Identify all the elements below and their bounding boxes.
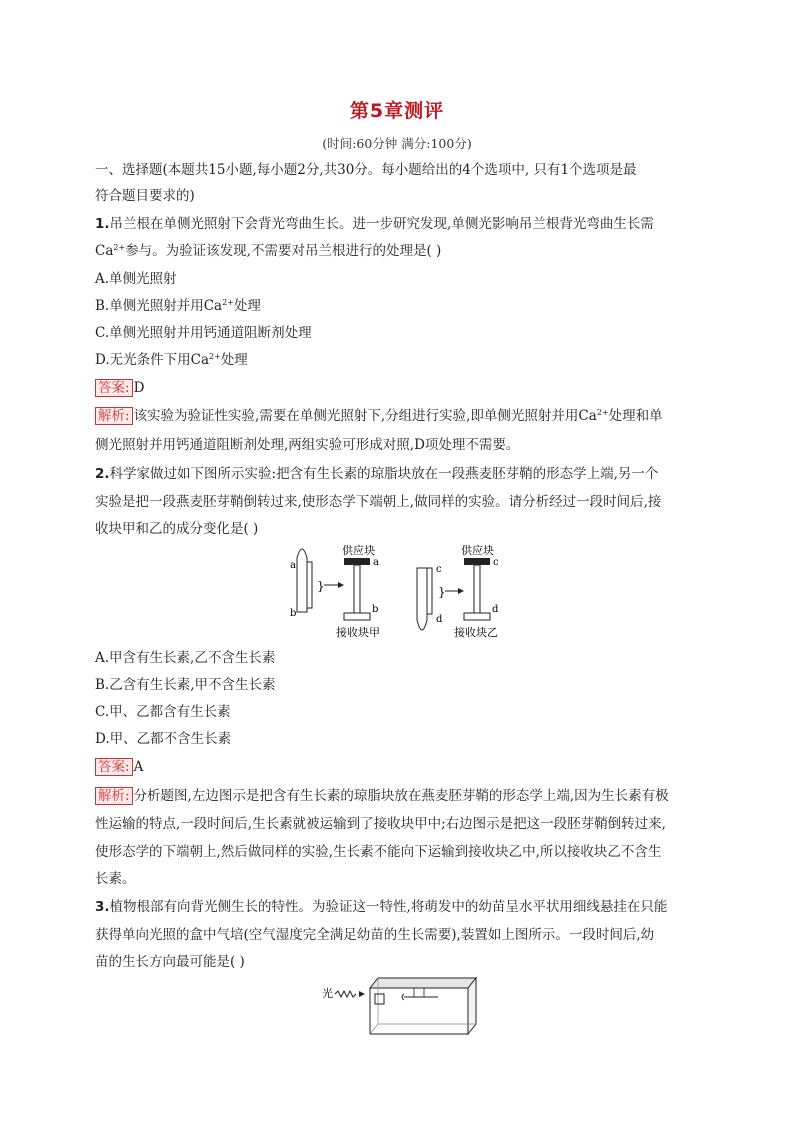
box-window <box>375 994 384 1004</box>
label-c: c <box>436 564 442 575</box>
label-d: d <box>436 614 443 625</box>
text: 处理 <box>220 352 248 368</box>
light-label: 光 <box>322 987 333 1000</box>
question-1-line-1 <box>95 215 654 233</box>
page-title: 第5章测评 <box>349 100 445 122</box>
label-a: a <box>290 560 296 571</box>
q1-option-b <box>95 297 261 315</box>
label-d: d <box>492 604 499 615</box>
q2-option-d: D.甲、乙都不含生长素 <box>95 731 232 747</box>
light-arrow-head <box>359 991 365 997</box>
text: 处理 <box>233 298 261 314</box>
coleoptile-experiment-figure <box>280 540 520 645</box>
question-text: 植物根部有向背光侧生长的特性。为验证这一特性,将萌发中的幼苗呈水平状用细线悬挂在只能 <box>109 899 668 915</box>
section-heading-line-1: 一、选择题(本题共15小题,每小题2分,共30分。每小题给出的4个选项中, 只有1个选项是最 <box>95 162 637 178</box>
box-front <box>370 988 468 1034</box>
question-number: 2. <box>95 466 110 482</box>
text: 该实验为验证性实验,需要在单侧光照射下,分组进行实验,即单侧光照射并用Ca <box>133 408 597 424</box>
q1-option-d <box>95 351 248 369</box>
receiver-block <box>464 613 490 620</box>
answer-tag: 答案: <box>95 758 133 776</box>
label-c: c <box>493 557 499 568</box>
receiver-a-label: 接收块甲 <box>336 626 380 639</box>
question-text: 科学家做过如下图所示实验:把含有生长素的琼脂块放在一段燕麦胚芽鞘的形态学上端,另一个 <box>109 466 659 482</box>
supply-block <box>464 558 490 565</box>
question-2-line-2: 实验是把一段燕麦胚芽鞘倒转过来,使形态学下端朝上,做同样的实验。请分析经过一段时间后,接 <box>95 494 662 510</box>
segment <box>354 565 360 613</box>
arrow-head <box>338 582 344 588</box>
q1-option-c: C.单侧光照射并用钙通道阻断剂处理 <box>95 325 312 341</box>
coleoptile-left <box>297 549 307 612</box>
superscript: 2+ <box>209 352 221 361</box>
q2-analysis-line-2: 性运输的特点,一段时间后,生长素就被运输到了接收块甲中;右边图示是把这一段胚芽鞘倒转过来, <box>95 816 666 832</box>
label-a: a <box>373 557 379 568</box>
bracket-symbol: } <box>317 579 325 593</box>
receiver-block <box>344 613 370 620</box>
arrow-head <box>458 588 464 594</box>
question-number: 1. <box>95 216 110 232</box>
text: B.单侧光照射并用Ca <box>95 298 223 314</box>
supply-block <box>344 558 370 565</box>
answer-value: D <box>133 380 145 396</box>
light-box-figure <box>318 972 478 1038</box>
q2-option-c: C.甲、乙都含有生长素 <box>95 704 231 720</box>
text: 分析题图,左边图示是把含有生长素的琼脂块放在燕麦胚芽鞘的形态学上端,因为生长素有极 <box>133 788 669 804</box>
superscript: 2+ <box>113 243 126 252</box>
analysis-tag: 解析: <box>95 787 133 805</box>
inner-edge <box>370 1024 378 1034</box>
q2-answer <box>95 758 143 776</box>
q2-option-a: A.甲含有生长素,乙不含生长素 <box>95 650 276 666</box>
question-number: 3. <box>95 899 110 915</box>
superscript: 2+ <box>596 408 609 417</box>
question-3-line-1 <box>95 898 667 916</box>
section-heading-line-2: 符合题目要求的) <box>95 188 195 204</box>
coleoptile-right <box>417 568 427 630</box>
q2-analysis-line-3: 使形态学的下端朝上,然后做同样的实验,生长素不能向下运输到接收块乙中,所以接收块乙不含生 <box>95 844 662 860</box>
question-2-line-3: 收块甲和乙的成分变化是( ) <box>95 521 259 537</box>
box-side <box>468 978 476 1034</box>
answer-tag: 答案: <box>95 379 133 397</box>
analysis-tag: 解析: <box>95 407 133 425</box>
light-wave-icon <box>335 991 356 997</box>
q2-option-b: B.乙含有生长素,甲不含生长素 <box>95 677 276 693</box>
supply-block-label: 供应块 <box>461 544 494 557</box>
text: 参与。为验证该发现,不需要对吊兰根进行的处理是( ) <box>125 243 442 259</box>
bracket-symbol: } <box>438 585 446 599</box>
segment <box>474 565 480 613</box>
text: Ca <box>95 243 114 259</box>
segment-left <box>307 562 312 608</box>
q1-analysis-line-1 <box>95 407 663 425</box>
question-1-line-2 <box>95 242 441 260</box>
superscript: 2+ <box>222 298 234 307</box>
q2-analysis-line-4: 长素。 <box>95 871 136 887</box>
q1-analysis-line-2: 侧光照射并用钙通道阻断剂处理,两组实验可形成对照,D项处理不需要。 <box>95 437 520 453</box>
question-text: 吊兰根在单侧光照射下会背光弯曲生长。进一步研究发现,单侧光影响吊兰根背光弯曲生长需 <box>109 216 654 232</box>
text: D.无光条件下用Ca <box>95 352 210 368</box>
label-b: b <box>372 604 379 615</box>
question-2-line-1 <box>95 465 658 483</box>
box-top <box>370 978 476 988</box>
exam-info: (时间:60分钟 满分:100分) <box>322 136 472 151</box>
receiver-b-label: 接收块乙 <box>454 626 498 639</box>
seedling-tip <box>402 994 404 1000</box>
text: 处理和单 <box>608 408 663 424</box>
q1-option-a: A.单侧光照射 <box>95 271 177 287</box>
answer-value: A <box>133 759 144 775</box>
label-b: b <box>290 608 297 619</box>
question-3-line-3: 苗的生长方向最可能是( ) <box>95 954 245 970</box>
supply-block-label: 供应块 <box>342 544 375 557</box>
question-3-line-2: 获得单向光照的盒中气培(空气湿度完全满足幼苗的生长需要),装置如上图所示。一段时间后,幼 <box>95 927 655 943</box>
q2-analysis-line-1 <box>95 787 669 805</box>
segment-right <box>427 568 432 614</box>
q1-answer <box>95 379 144 397</box>
